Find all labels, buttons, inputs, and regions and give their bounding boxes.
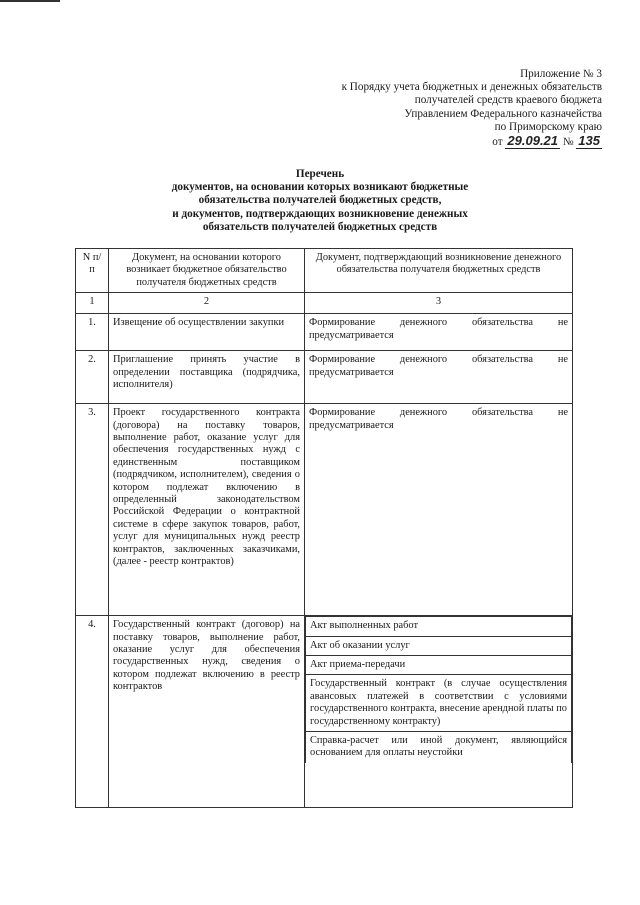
table-row [76,616,573,808]
header-num: N п/п [76,249,109,293]
row-number: 4. [76,616,109,808]
column-number-row [76,293,573,314]
basis-document: Извещение об осуществлении закупки [109,314,305,351]
basis-document: Государственный контракт (договор) на поставку товаров, выполнение работ, оказание услуг для обеспечения государственных нужд, сведения о котором подлежат включению в реестр контрактов [109,616,305,808]
title-line: документов, на основании которых возникают бюджетные [171,181,469,194]
confirming-document: Формирование денежного обязательства не предусматривается [305,404,573,616]
date-prefix: от [492,136,503,149]
confirming-document: Формирование денежного обязательства не предусматривается [305,314,573,351]
row-number: 1. [76,314,109,351]
column-number: 3 [305,293,573,314]
confirming-document-item: Государственный контракт (в случае осуществления авансовых платежей в соответствии с условиями государственного контракта, внесение арендной платы по государственному контракту) [306,675,572,732]
appendix-number: Приложение № 3 [520,68,602,80]
scan-corner-mark [0,0,60,2]
appendix-header [262,68,602,149]
basis-document: Приглашение принять участие в определении поставщика (подрядчика, исполнителя) [109,351,305,404]
appendix-reference-line: Управлением Федерального казначейства [404,107,602,120]
appendix-reference-line: получателей средств краевого бюджета [414,94,602,107]
confirming-document: Формирование денежного обязательства не предусматривается [305,351,573,404]
appendix-reference-line: к Порядку учета бюджетных и денежных обязательств [341,81,602,94]
handwritten-number: 135 [578,133,600,149]
title-line: обязательств получателей бюджетных средств [202,220,438,233]
confirming-document-item: Акт выполненных работ [306,617,572,636]
appendix-date-number-line [262,134,602,149]
table-header-row [76,249,573,293]
header-basis-document: Документ, на основании которого возникает бюджетное обязательство получателя бюджетных средств [109,249,305,293]
confirming-document-item: Акт об оказании услуг [306,636,572,655]
confirming-subtable [305,616,572,763]
table-row [76,314,573,351]
column-number: 2 [109,293,305,314]
table-row [76,404,573,616]
documents-table [75,248,573,808]
row-number: 3. [76,404,109,616]
title-line: и документов, подтверждающих возникновение денежных [172,207,468,220]
header-confirming-document: Документ, подтверждающий возникновение денежного обязательства получателя бюджетных средств [305,249,573,293]
confirming-document-list [305,616,573,808]
appendix-reference-line: по Приморскому краю [494,120,602,133]
document-title [0,168,640,234]
basis-document: Проект государственного контракта (договора) на поставку товаров, выполнение работ, оказание услуг для обеспечения государственных нужд с единственным поставщиком (подрядчиком, исполнителем), сведения о котором подлежат включению в определенный законодательством Российской Федерации о контрактной системе в сфере закупок товаров, работ, услуг для муниципальных нужд реестр контрактов, заключенных заказчиками, (далее - реестр контрактов) [109,404,305,616]
column-number: 1 [76,293,109,314]
title-line: обязательства получателей бюджетных средств, [198,194,442,207]
handwritten-date: 29.09.21 [507,133,559,149]
table-row [76,351,573,404]
confirming-document-item: Акт приема-передачи [306,656,572,675]
row-number: 2. [76,351,109,404]
confirming-document-item: Справка-расчет или иной документ, являющийся основанием для оплаты неустойки [306,732,572,763]
number-prefix: № [562,136,574,149]
title-line: Перечень [295,168,345,180]
